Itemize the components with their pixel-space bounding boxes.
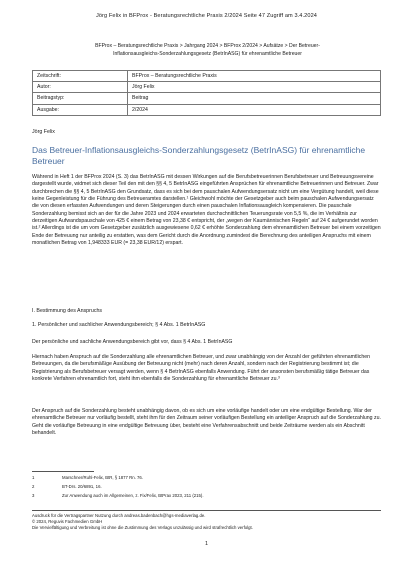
footnote-text: BT-Drs. 20/6891, 16. [62, 484, 102, 489]
section-heading: I. Bestimmung des Anspruchs [32, 308, 103, 314]
footnote [32, 475, 381, 480]
footnote-text: Marschner/Ruhl-Felix, BtR, § 1877 Rn. 76. [62, 475, 143, 480]
footnote-number: 2 [32, 484, 35, 489]
meta-value: 2/2024 [128, 104, 381, 115]
footer-line: Die Vervielfältigung und Verbreitung ist ohne die Zustimmung des Verlags unzulässig und wird strafrechtlich verfolgt. [32, 525, 253, 530]
meta-value: BFProx – Beratungsrechtliche Praxis [128, 71, 381, 82]
footer-line: © 2024, Reguvis Fachmedien GmbH [32, 519, 103, 524]
footnote [32, 493, 381, 498]
author-line: Jörg Felix [32, 129, 55, 135]
breadcrumb-line: BFProx – Beratungsrechtliche Praxis > Jahrgang 2024 > BFProx 2/2024 > Aufsätze > Der Betreuer- [95, 43, 320, 49]
paragraph-intro: Während in Heft 1 der BFProx 2024 (S. 3) das BetrInASG mit dessen Wirkungen auf die Berufsbetreuerinnen Berufsbetreuer und Betreuungsvereine dargestellt wurde, widmet sich dieser Teil den mit den §§ 4, 5 BetrInASG eingeführten Ansprüchen für ehrenamtliche Betreuerinnen und Betreuer. Zwar durchbrechen die §§ 4, 5 BetrInASG den Grundsatz, dass es sich bei dem pauschalen Aufwendungsersatz nicht um eine Vergütung handelt, weil diese keine Gegenleistung für die Führung des Betreueramtes darstellen.¹ Gleichwohl möchte der Gesetzgeber auch beim pauschalen Aufwendungsersatz die von diesen erfassten Aufwendungen und deren Steigerungen durch einen pauschalen Inflationsausgleich kompensieren. Die pauschale Sonderzahlung bemisst sich an der für die Jahre 2023 und 2024 erwarteten durchschnittlichen Teuerungsrate von 5,5 %, die im Verhältnis zur derzeitigen Aufwandspauschale von 425 € einem Betrag von 23,38 € entspricht, der „wegen der Kaumännischen Regeln“ auf 24 € aufgerundet worden ist.² Allerdings ist die um vom Gesetzgeber zusätzlich ausgewiesene 0,62 € erhöhte Sonderzahlung dem ehrenamtlichen Betreuer bei einem vorzeitigen Ende der Betreuung nur anteilig zu erstatten, was dem Gericht durch die Anordnung zumindest die Berechnung des anteiligen Anspruchs mit einem monatlichen Betrag von 1,948333 EUR (= 23,38 EUR/12) erspart. [32, 174, 381, 247]
breadcrumb [60, 43, 355, 58]
table-row [33, 93, 381, 104]
footer-line: Ausdruck für die Vertragspartner Nutzung durch andreas.badenbach@hgs-mediaverlag.de. [32, 513, 206, 518]
table-row [33, 71, 381, 82]
page-number: 1 [204, 541, 209, 547]
breadcrumb-line: Inflationsausgleichs-Sonderzahlungsgesetz (BetrInASG) für ehrenamtliche Betreuer [113, 50, 302, 57]
meta-value: Beitrag [128, 93, 381, 104]
meta-key: Beitragstyp: [33, 93, 128, 104]
paragraph-scope: Der persönliche und sachliche Anwendungsbereich gibt vor, dass § 4 Abs. 1 BetrInASG [32, 339, 233, 345]
footnote-divider [32, 471, 94, 472]
page-header: Jörg Felix in BFProx - Beratungsrechtliche Praxis 2/2024 Seite 47 Zugriff am 3.4.2024 [95, 13, 318, 19]
meta-key: Autor: [33, 82, 128, 93]
article-title: Das Betreuer-Inflationsausgleichs-Sonderzahlungsgesetz (BetrInASG) für ehrenamtliche Betreuer [32, 145, 366, 166]
metadata-table [32, 70, 381, 116]
meta-key: Ausgabe: [33, 104, 128, 115]
footer-divider [32, 510, 381, 511]
table-row [33, 82, 381, 93]
meta-key: Zeitschrift: [33, 71, 128, 82]
footnote [32, 484, 381, 489]
paragraph-provisional: Der Anspruch auf die Sonderzahlung besteht unabhängig davon, ob es sich um eine vorläufige handelt oder um eine endgültige Bestellung. War der ehrenamtliche Betreuer nur vorläufig bestellt, steht ihm für den Zeitraum seiner vorläufigen Bestellung ein anteiliger Anspruch auf die Sonderzahlung zu. Geht die vorläufige Betreuung in eine endgültige Betreuung über, besteht eine Verfahrensabschnitt und beide Zeiträume werden als ein Abschnitt behandelt. [32, 408, 381, 437]
footnote-number: 1 [32, 475, 35, 480]
subsection-heading: 1. Persönlicher und sachlicher Anwendungsbereich; § 4 Abs. 1 BetrInASG [32, 322, 206, 328]
meta-value: Jörg Felix [128, 82, 381, 93]
table-row [33, 104, 381, 115]
footnote-number: 3 [32, 493, 35, 498]
paragraph-entitlement: Hiernach haben Anspruch auf die Sonderzahlung alle ehrenamtlichen Betreuer, und zwar unabhängig von der Anzahl der geführten ehrenamtlichen Betreuungen, da die berufsmäßige Ausübung der Betreuung nicht (mehr) nach deren Anzahl, sondern nach der Registrierung bestimmt ist; die Registrierung als Berufsbetreuer versagt werden, wenn § 4 BetrInASG ebenfalls Anwendung. Führt der ansonsten berufsmäßig tätige Betreuer das konkrete Verfahren ehrenamtlich fort, steht ihm ebenfalls die Sonderzahlung für ehrenamtliche Betreuer zu.³ [32, 354, 370, 383]
footnote-text: Zur Anwendung auch im Allgemeinen, z. Fix/Felix, BtPrax 2023, 211 (215). [62, 493, 204, 498]
